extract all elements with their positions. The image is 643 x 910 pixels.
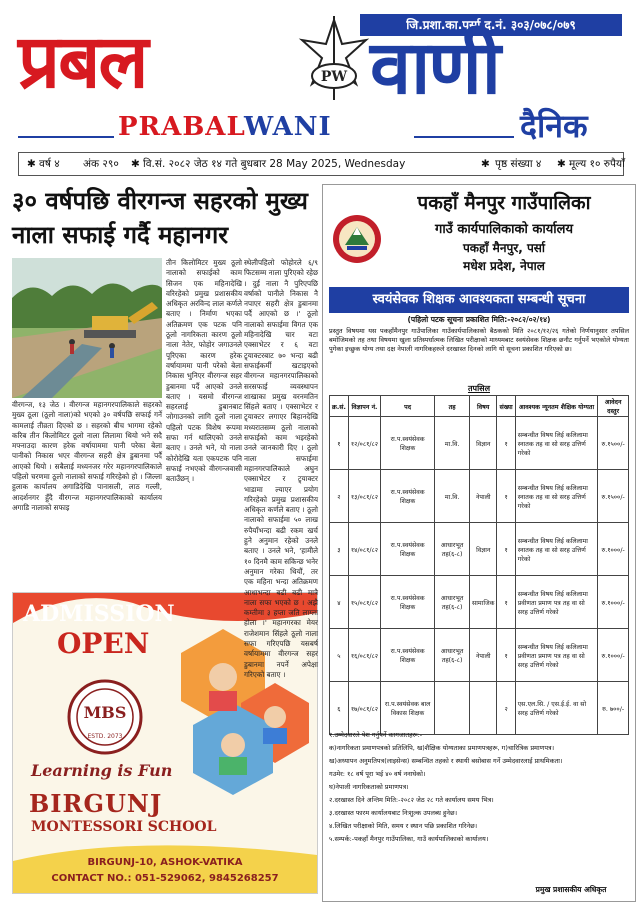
table-cell: एस.एल.सि. / एस.ई.ई. वा सो सरह उत्तिर्ण गरेको — [515, 682, 598, 735]
table-cell: रा.प.स्वयंसेवक शिक्षक — [381, 629, 435, 682]
table-cell: नेपाली — [470, 470, 497, 523]
table-cell: २ — [497, 682, 515, 735]
table-cell: रा.प.स्वयंसेवक शिक्षक — [381, 576, 435, 629]
table-cell: रु.१०००/- — [598, 629, 629, 682]
table-header: आवेदन दस्तुर — [598, 396, 629, 417]
star-icon: ✱ — [481, 158, 490, 170]
ad-tagline: Learning is Fun — [31, 761, 173, 780]
ad-headline-open: OPEN — [57, 627, 150, 660]
table-cell: सम्बन्धीत विषय लिई कलिलामा प्रवीणता प्रमाण पत्र तह वा सो सरह उत्तिर्ण गरेको — [515, 629, 598, 682]
notice-footer-line: ख)अध्यापन अनुमतिपत्र(लाइसेन्स) सम्बन्धित तहको र स्थायी बसोबास गर्ने उम्मेदवारलाई प्राथमिकता। — [329, 757, 563, 765]
notice-intro: प्रस्तुत विषयमा यस पकहाँमैनपुर गाउँपालिका गाउँकार्यपालिकाको बैठकको मिति २०८१/१२/२६ गतेको निर्णयानुसार तपसिल बमोजिमको तह तथा विषयमा खुला प्रतिस्पर्धात्मक लिखित परीक्षाको माध्यमबाट स्वयंसेवक शिक्षक छनौट गर्नुपर्ने भएकोले योग्यता पुगेका इच्छुक योग्य तथा दक्ष नेपाली नागरिकहरुले दरखास्त दिनको लागि यो सूचना प्रकाशित गरिएको छ। — [329, 327, 629, 353]
table-cell: १३/०८१/८२ — [348, 470, 380, 523]
page-count: पृष्ठ संख्या ४ — [495, 158, 542, 170]
drain-cleaning-photo — [12, 258, 162, 398]
table-cell: १ — [497, 629, 515, 682]
notice-signature: प्रमुख प्रशासकीय अधिकृत — [535, 885, 607, 894]
ad-address: BIRGUNJ-10, ASHOK-VATIKA — [87, 857, 243, 868]
article-column-1: वीरगन्ज, १३ जेठ । वीरगन्ज महानगरपालिकाले सहरको मुख्य ठूला (ठूलो नाला)को भएको ३० वर्षपछि सफाई गर्ने कामलाई तीव्रता दिएको छ । सहरको बीच भागमा रहेको करिब तीन किलोमिटर ठूलो नाला लिलामा थियो भने सदै मफ्नाउदा कारण हरेक वर्षायाममा पानी परेका बेला पानीको निकास भएर वीरगन्ज सहरी क्षेत्र डुबानमा पर्दै आएको थियो । सबैलाई मध्यनजर गरेर महानगरपालिकाले पहिलो चरणमा ठूलो नालाको सफाई गरिरहेको हो । जिल्ला हुलाक कार्यालय अगाडिदेखि पानासली, लाठ गल्ली, आदर्शनगर हुँदै वीरगन्ज महानगरपालिकाको कार्यालय अगाडि नालाको सफाइ — [12, 400, 162, 512]
table-cell: सम्बन्धीत विषय लिई कलिलामा स्नातक तह वा सो सरह उत्तिर्ण गरेको — [515, 523, 598, 576]
nepal-emblem-icon — [331, 213, 383, 265]
notice-footer-line: ३.दरखास्त फारम कार्यालयबाट निःशुल्क उपलब्ध हुनेछ। — [329, 809, 458, 817]
table-cell: सम्बन्धीत विषय लिई कलिलामा स्नातक तह वा सो सरह उत्तिर्ण गरेको — [515, 470, 598, 523]
table-cell: रा.प.स्वयंसेवक बाल विकास शिक्षक — [381, 682, 435, 735]
masthead-title-right: वाणी — [370, 25, 499, 111]
daily-label: दैनिक — [520, 107, 588, 145]
table-cell: १ — [497, 576, 515, 629]
table-cell — [435, 682, 470, 735]
notice-org-address: पकहाँ मैनपुर, पर्सा — [462, 241, 546, 255]
registration-banner: जि.प्रशा.का.पर्सा द.नं. ३०३/०७८/०७९ — [360, 14, 622, 36]
table-header: विज्ञापन नं. — [348, 396, 380, 417]
public-notice — [322, 184, 636, 902]
table-cell: रु.१५००/- — [598, 417, 629, 470]
table-row — [330, 629, 629, 682]
table-cell: १ — [497, 523, 515, 576]
table-cell: सामाजिक — [470, 576, 497, 629]
table-cell: १५/०८१/८२ — [348, 576, 380, 629]
notice-org-province: मधेश प्रदेश, नेपाल — [463, 259, 545, 273]
notice-org-office: गाउँ कार्यपालिकाको कार्यालय — [435, 222, 573, 237]
table-cell: रु.१०००/- — [598, 523, 629, 576]
table-header: विषय — [470, 396, 497, 417]
table-header: क्र.सं. — [330, 396, 349, 417]
masthead-rule-left — [18, 136, 114, 138]
table-cell: १४/०८१/८२ — [348, 523, 380, 576]
table-cell: विज्ञान — [470, 523, 497, 576]
table-header: पद — [381, 396, 435, 417]
notice-footer — [329, 731, 629, 848]
table-header-row — [330, 396, 629, 417]
table-row — [330, 417, 629, 470]
ad-contact: CONTACT NO.: 051-529062, 9845268257 — [51, 873, 279, 884]
table-cell: ६ — [330, 682, 349, 735]
notice-subtitle: (पहिलो पटक सूचना प्रकाशित मिति:-२०८२/०२/१४) — [407, 315, 551, 324]
table-cell: रु. ७००/- — [598, 682, 629, 735]
school-logo-letters: MBS — [83, 703, 127, 722]
pw-emblem-logo — [300, 14, 368, 104]
notice-footer-line: घ)नेपाली नागरिकताको प्रमाणपत्र। — [329, 783, 409, 791]
table-cell: आधारभूत तह(६-८) — [435, 629, 470, 682]
star-icon: ✱ — [557, 158, 566, 170]
notice-footer-line: १.उम्मेदवारले पेश गर्नुपर्ने कागजातहरू:- — [329, 731, 423, 739]
issue-date: वि.सं. २०८२ जेठ १४ गते बुधबार 28 May 2025, Wednesday — [143, 158, 406, 170]
table-cell: सम्बन्धीत विषय लिई कलिलामा स्नातक तह वा सो सरह उत्तिर्ण गरेको — [515, 417, 598, 470]
issue-year: वर्ष ४ — [39, 158, 60, 170]
table-cell: १२/०८१/८२ — [348, 417, 380, 470]
table-cell: ३ — [330, 523, 349, 576]
table-cell: २ — [330, 470, 349, 523]
tapasil-label: तपसिल — [467, 384, 490, 393]
table-row — [330, 576, 629, 629]
notice-title-band: स्वयंसेवक शिक्षक आवश्यकता सम्बन्धी सूचना — [329, 287, 629, 313]
table-cell: आधारभूत तह(६-८) — [435, 576, 470, 629]
ad-school-name-1: BIRGUNJ — [29, 789, 163, 818]
table-row — [330, 682, 629, 735]
ad-school-name-2: MONTESSORI SCHOOL — [31, 819, 217, 835]
table-cell: विज्ञान — [470, 417, 497, 470]
table-cell: मा.वि. — [435, 417, 470, 470]
article-column-2: तीन किलोमिटर मुख्य ठूलो नालाको सफाईको काम सिजन एक महिनादेखि वरिरहेको प्रमुख प्रशासकीय अधिकृत अरविन्द लाल कर्णले बताए । निर्माण भएका अतिक्रमण एक पटक पनि ठूलो नागरिकता कारण ठूलो नाला नेतेर, फोहोर जगाउनले पूरिएका कारण हरेक वर्षायाममा पानी परेको बेला निकास भुनिएर वीरगन्ज सहर डुबानमा पर्दै आएको उनले बताए । यसमो वीरगन्ज सहरलाई डुबानबाट जोगाउनको लागि ठूलो नाला पहिलो पटक विशेष रूपमा सफा गर्न थालिएको उनले बताए । उनले भने, यो नाला कोरोदेखि यता एकपटक पनि सफाई नभएको वीरगन्जवासी बताउँछन् । — [166, 258, 242, 484]
table-cell: रा.प.स्वयंसेवक शिक्षक — [381, 417, 435, 470]
table-cell: १ — [497, 470, 515, 523]
table-cell: रु.१०००/- — [598, 576, 629, 629]
masthead-rule-right — [414, 136, 514, 138]
article-headline: ३० वर्षपछि वीरगन्ज सहरको मुख्य नाला सफाई गर्दै महानगर — [12, 187, 308, 249]
table-cell: मा.वि. — [435, 470, 470, 523]
table-row — [330, 470, 629, 523]
price: मूल्य १० रुपैयाँ — [569, 158, 625, 170]
star-icon: ✱ — [131, 158, 140, 170]
table-cell: १७/०८१/८२ — [348, 682, 380, 735]
notice-footer-line: गउमेर: १८ वर्ष पूरा भई ४० वर्ष ननाघेको। — [329, 770, 426, 778]
latin-name-a: PRABAL — [118, 112, 244, 142]
table-cell: रा.प.स्वयंसेवक शिक्षक — [381, 470, 435, 523]
vacancy-table — [329, 395, 629, 735]
notice-footer-line: क)नागरिकता प्रमाणपत्रको प्रतिलिपि, ख)शैक्षिक योग्यताका प्रमाणपत्रहरू, ग)चारित्रिक प्रमाणपत्र। — [329, 744, 555, 752]
table-cell: आधारभूत तह(६-८) — [435, 523, 470, 576]
table-cell: १ — [330, 417, 349, 470]
masthead-title-left: प्रबल — [18, 19, 147, 105]
article-column-3: स्थेलीपहिलो फोहोरले ६/९ फिटसम्म नाला पुरिएको रहेछ । दुई नाला नै पुरिएपछि वर्षाको पानीले निकास नै नपाएर सहरी क्षेत्र डुबानमा पर्दै आएको छ ।' ठूलो नालाको सफाईमा विगत एक महिनादेखि चार वटा एक्साभेटर र ६ वटा ट्र्याक्टरबाट ७० भन्दा बढी सफाईकर्मी खटाइएको वीरगन्ज महानगरपालिकाको सरसफाई व्यवस्थापन शाखाका प्रमुख वरनमतिन सिंहले बताए । एक्साभेटर र ट्र्याक्टर लगाएर बिहानदेखि मध्यरातसम्म ठूलो नालाको सफाईको काम भइरहेको उनले जानकारी दिए । ठूलो नाला सफाईमा महानगरपालिकाले अघुन एक्साभेटर र ट्र्याक्टर भाडामा ल्याएर प्रयोग गरिरहेको प्रमुख प्रशासकीय अधिकृत कर्णले बताए । ठूलो नालाको सफाईमा ५० लाख रुपैयाँभन्दा बढी रकम खर्च हुने अनुमान रहेको उनले बताए । उनले भने, 'हामीले १० दिनमै काम सकिन्छ भनेर अनुमान गरेका थियौं, तर एक महिना भन्दा अतिक्रमण आधाभन्दा बढी बढी मात्रै नाला सफा भएको छ । अझै कम्तीमा ३ हप्ता जति लाग्ला होला ।' महानगरका मेयर राजेशमान सिंहले ठूलो नाला सफा गरिएपछि यसबर्ष वर्षायाममा वीरगन्ज सहर डुबानमा नपर्ने अपेक्षा गरिएको बताए । — [244, 258, 318, 679]
table-cell: नेपाली — [470, 629, 497, 682]
table-header: आवश्यक न्यूनतम शैक्षिक योग्यता — [515, 396, 598, 417]
notice-footer-line: २.दरखास्त दिने अन्तिम मिति:-२०८२ जेठ २८ गते कार्यालय समय भित्र। — [329, 796, 494, 804]
table-cell: १६/०८१/८२ — [348, 629, 380, 682]
ad-headline-admission: ADMISSION — [23, 601, 175, 627]
latin-name-b: WANI — [244, 112, 332, 142]
table-cell — [470, 682, 497, 735]
notice-org-name: पकहाँ मैनपुर गाउँपालिका — [417, 192, 591, 214]
star-icon: ✱ — [27, 158, 36, 170]
table-cell: रु.१५००/- — [598, 470, 629, 523]
issue-info-bar — [18, 152, 624, 176]
table-cell: ४ — [330, 576, 349, 629]
notice-footer-line: ५.सम्पर्क:-पकहाँ मैनपुर गाउँपालिका, गाउँ कार्यपालिकाको कार्यालय। — [329, 835, 489, 843]
table-header: संख्या — [497, 396, 515, 417]
emblem-text: PW — [320, 69, 348, 85]
school-logo-estd: ESTD. 2073 — [87, 733, 123, 740]
masthead-latin-name — [118, 112, 332, 142]
table-cell: ५ — [330, 629, 349, 682]
notice-footer-line: ४.लिखित परीक्षाको मिति, समय र स्थान पछि प्रकाशित गरिनेछ। — [329, 822, 478, 830]
table-cell: १ — [497, 417, 515, 470]
table-cell: सम्बन्धीत विषय लिई कलिलामा प्रवीणता प्रमाण पत्र तह वा सो सरह उत्तिर्ण गरेको — [515, 576, 598, 629]
table-cell: रा.प.स्वयंसेवक शिक्षक — [381, 523, 435, 576]
issue-number: अंक २९० — [83, 158, 119, 170]
table-row — [330, 523, 629, 576]
table-header: तह — [435, 396, 470, 417]
